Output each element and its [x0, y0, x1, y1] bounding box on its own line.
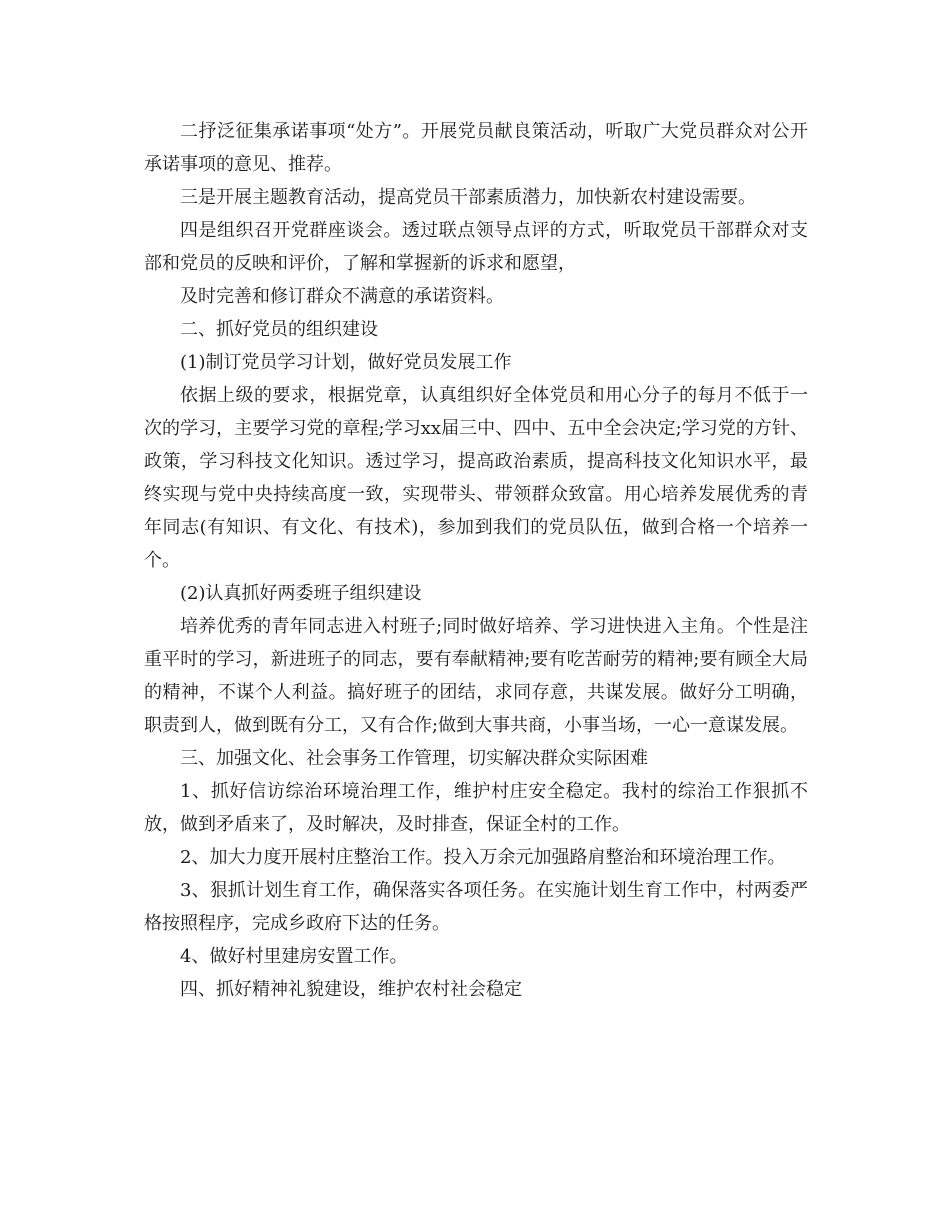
paragraph-committee-building: 培养优秀的青年同志进入村班子;同时做好培养、学习进快进入主角。个性是注重平时的学习，新进班子的同志，要有奉献精神;要有吃苦耐劳的精神;要有顾全大局的精神，不谋个人利益。搞好班子的团结，求同存意，共谋发展。做好分工明确，职责到人，做到既有分工，又有合作;做到大事共商，小事当场，一心一意谋发展。 — [144, 616, 809, 736]
paragraph-symposium: 四是组织召开党群座谈会。透过联点领导点评的方式，听取党员干部群众对支部和党员的反映和评价，了解和掌握新的诉求和愿望， — [144, 220, 808, 274]
list-item-petition: 1、抓好信访综治环境治理工作，维护村庄安全稳定。我村的综治工作狠抓不放，做到矛盾来了，及时解决，及时排查，保证全村的工作。 — [144, 781, 808, 835]
paragraph-revise-commitments: 及时完善和修订群众不满意的承诺资料。 — [180, 286, 504, 307]
paragraph-solicit-prescriptions: 二抒泛征集承诺事项“处方”。开展党员献良策活动，听取广大党员群众对公开承诺事项的意见、推荐。 — [144, 121, 808, 175]
paragraph-study-plan: 依据上级的要求，根据党章，认真组织好全体党员和用心分子的每月不低于一次的学习，主要学习党的章程;学习xx届三中、四中、五中全会决定;学习党的方针、政策，学习科技文化知识。透过学习，提高政治素质，提高科技文化知识水平，最终实现与党中央持续高度一致，实现带头、带领群众致富。用心培养发展优秀的青年同志(有知识、有文化、有技术)，参加到我们的党员队伍，做到合格一个培养一个。 — [144, 385, 808, 571]
subheading-study-plan: (1)制订党员学习计划，做好党员发展工作 — [180, 352, 512, 373]
list-item-housing: 4、做好村里建房安置工作。 — [180, 946, 408, 967]
list-item-family-planning: 3、狠抓计划生育工作，确保落实各项任务。在实施计划生育工作中，村两委严格按照程序，完成乡政府下达的任务。 — [144, 880, 808, 934]
subheading-committee-building: (2)认真抓好两委班子组织建设 — [180, 583, 422, 604]
section-heading-social-affairs: 三、加强文化、社会事务工作管理，切实解决群众实际困难 — [180, 748, 648, 769]
paragraph-theme-education: 三是开展主题教育活动，提高党员干部素质潜力，加快新农村建设需要。 — [180, 187, 756, 208]
list-item-village-renovation: 2、加大力度开展村庄整治工作。投入万余元加强路肩整治和环境治理工作。 — [180, 847, 786, 868]
section-heading-civility: 四、抓好精神礼貌建设，维护农村社会稳定 — [180, 979, 522, 1000]
section-heading-organization: 二、抓好党员的组织建设 — [180, 319, 378, 340]
document-body — [144, 115, 808, 1006]
